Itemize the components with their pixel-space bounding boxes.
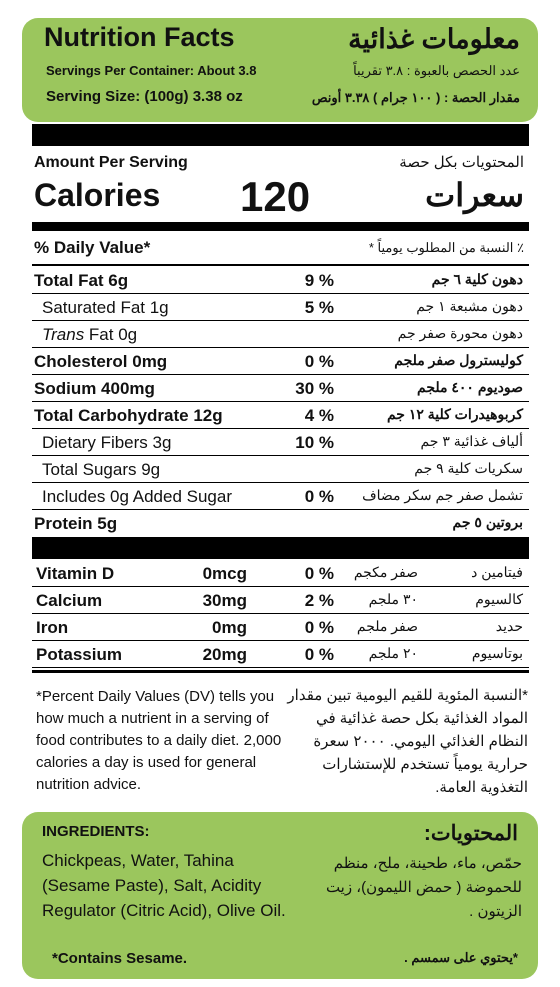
nutrient-row (32, 510, 529, 537)
vitamin-percent: 0 % (304, 645, 334, 664)
nutrient-percent: 9 % (304, 271, 334, 290)
row-rule (32, 667, 529, 668)
nutrient-name-ar: كوليسترول صفر ملجم (394, 352, 523, 368)
vitamin-percent: 0 % (304, 564, 334, 583)
medium-divider (32, 222, 529, 231)
vitamin-amount: 30mg (202, 591, 247, 610)
vitamin-row (32, 641, 529, 668)
servings-en: Servings Per Container: About 3.8 (46, 63, 257, 78)
ingredients-text-ar: حمّص، ماء، طحينة، ملح، منظم للحموضة ( حمض الليمون)، زيت الزيتون . (325, 855, 522, 920)
vitamin-name: Calcium (36, 591, 103, 610)
trans-italic: Trans (42, 325, 85, 344)
vitamin-row (32, 614, 529, 641)
vitamin-name-ar: بوتاسيوم (471, 645, 523, 661)
vitamin-name: Vitamin D (36, 564, 115, 583)
ingredients-text-en: Chickpeas, Water, Tahina (Sesame Paste), Salt, Acidity Regulator (Citric Acid), Olive Oil. (42, 851, 286, 920)
nutrient-name-en: Total Carbohydrate 12g (34, 406, 223, 425)
calories-label-ar: سعرات (425, 177, 524, 213)
amount-per-serving-ar: المحتويات بكل حصة (399, 154, 524, 171)
daily-value-ar: ٪ النسبة من المطلوب يومياً * (368, 240, 524, 255)
nutrient-row (32, 348, 529, 375)
nutrient-name-en: Dietary Fibers 3g (42, 433, 172, 452)
nutrient-name-ar: دهون مشبعة ١ جم (416, 298, 523, 314)
nutrient-name-en: Protein 5g (34, 514, 118, 533)
nutrient-name-en: Saturated Fat 1g (42, 298, 169, 317)
amount-per-serving-en: Amount Per Serving (34, 154, 188, 171)
nutrient-name-en: Total Sugars 9g (42, 460, 161, 479)
nutrient-percent: 5 % (304, 298, 334, 317)
nutrient-name-ar: دهون كلية ٦ جم (431, 271, 523, 287)
nutrient-name-en: Trans Fat 0g (42, 325, 138, 344)
serving-size-ar: مقدار الحصة : ( ١٠٠ جرام ) ٣.٣٨ أونص (311, 90, 520, 105)
serving-size-en: Serving Size: (100g) 3.38 oz (46, 88, 243, 105)
vitamin-name-ar: كالسيوم (475, 591, 523, 607)
vitamin-name: Iron (36, 618, 69, 637)
vitamin-amount-ar: صفر ملجم (356, 618, 418, 634)
nutrient-name-en: Total Fat 6g (34, 271, 129, 290)
vitamin-name-ar: حديد (495, 618, 523, 634)
nutrient-percent: 4 % (304, 406, 334, 425)
nutrient-row (32, 321, 529, 348)
nutrient-name-ar: دهون محورة صفر جم (397, 325, 523, 341)
nutrient-name-ar: بروتين ٥ جم (452, 514, 523, 530)
calories-value: 120 (240, 173, 311, 220)
vitamin-amount: 20mg (202, 645, 247, 664)
servings-ar: عدد الحصص بالعبوة : ٣.٨ تقريباً (353, 63, 520, 78)
nutrient-percent: 0 % (304, 352, 334, 371)
nutrient-name-en: Includes 0g Added Sugar (42, 487, 232, 506)
nutrient-row (32, 402, 529, 429)
ingredients-title-ar: المحتويات: (423, 822, 518, 845)
thick-divider-top (32, 124, 529, 146)
calories-label-en: Calories (34, 177, 161, 213)
vitamin-amount-ar: ٢٠ ملجم (368, 645, 418, 661)
nutrient-row (32, 456, 529, 483)
vitamin-name: Potassium (36, 645, 122, 664)
nutrient-name-ar: صوديوم ٤٠٠ ملجم (417, 379, 523, 395)
vitamin-row (32, 560, 529, 587)
nutrient-name-en: Sodium 400mg (34, 379, 155, 398)
nutrient-row (32, 375, 529, 402)
nutrient-name-en: Cholesterol 0mg (34, 352, 168, 371)
vitamin-percent: 0 % (304, 618, 334, 637)
thin-divider-bottom (32, 670, 529, 673)
nutrient-name-ar: كربوهيدرات كلية ١٢ جم (386, 406, 523, 422)
vitamin-amount: 0mg (212, 618, 247, 637)
footnote-ar: *النسبة المئوية للقيم اليومية تبين مقدار المواد الغذائية بكل حصة غذائية في النظام الغذائي اليومي. ٢٠٠٠ سعرة حرارية يومياً تستخدم للإستشارات التغذوية العامة. (287, 687, 528, 796)
vitamin-name-ar: فيتامين د (471, 564, 523, 580)
contains-sesame-ar: *يحتوي على سمسم . (404, 950, 518, 965)
rule (32, 264, 529, 266)
nutrient-row (32, 267, 529, 294)
thick-divider-middle (32, 537, 529, 559)
footnote-en: *Percent Daily Values (DV) tells you how much a nutrient in a serving of food contributes to a daily diet. 2,000 calories a day is used for general nutrition advice. (36, 688, 282, 793)
vitamin-row (32, 587, 529, 614)
nutrient-percent: 30 % (295, 379, 334, 398)
nutrient-row (32, 483, 529, 510)
vitamin-amount-ar: ٣٠ ملجم (368, 591, 418, 607)
nutrient-percent: 0 % (304, 487, 334, 506)
contains-sesame-en: *Contains Sesame. (52, 950, 188, 967)
nutrient-row (32, 429, 529, 456)
ingredients-title-en: INGREDIENTS: (42, 823, 150, 840)
nutrient-row (32, 294, 529, 321)
nutrient-name-ar: تشمل صفر جم سكر مضاف (362, 487, 523, 503)
nutrient-name-ar: سكريات كلية ٩ جم (414, 460, 523, 476)
title-en: Nutrition Facts (44, 22, 235, 52)
nutrient-name-ar: ألياف غذائية ٣ جم (420, 433, 523, 449)
nutrient-percent: 10 % (295, 433, 334, 452)
daily-value-en: % Daily Value* (34, 238, 151, 257)
vitamin-amount: 0mcg (202, 564, 247, 583)
vitamin-percent: 2 % (304, 591, 334, 610)
vitamin-amount-ar: صفر مكجم (353, 564, 418, 580)
title-ar: معلومات غذائية (348, 24, 520, 54)
